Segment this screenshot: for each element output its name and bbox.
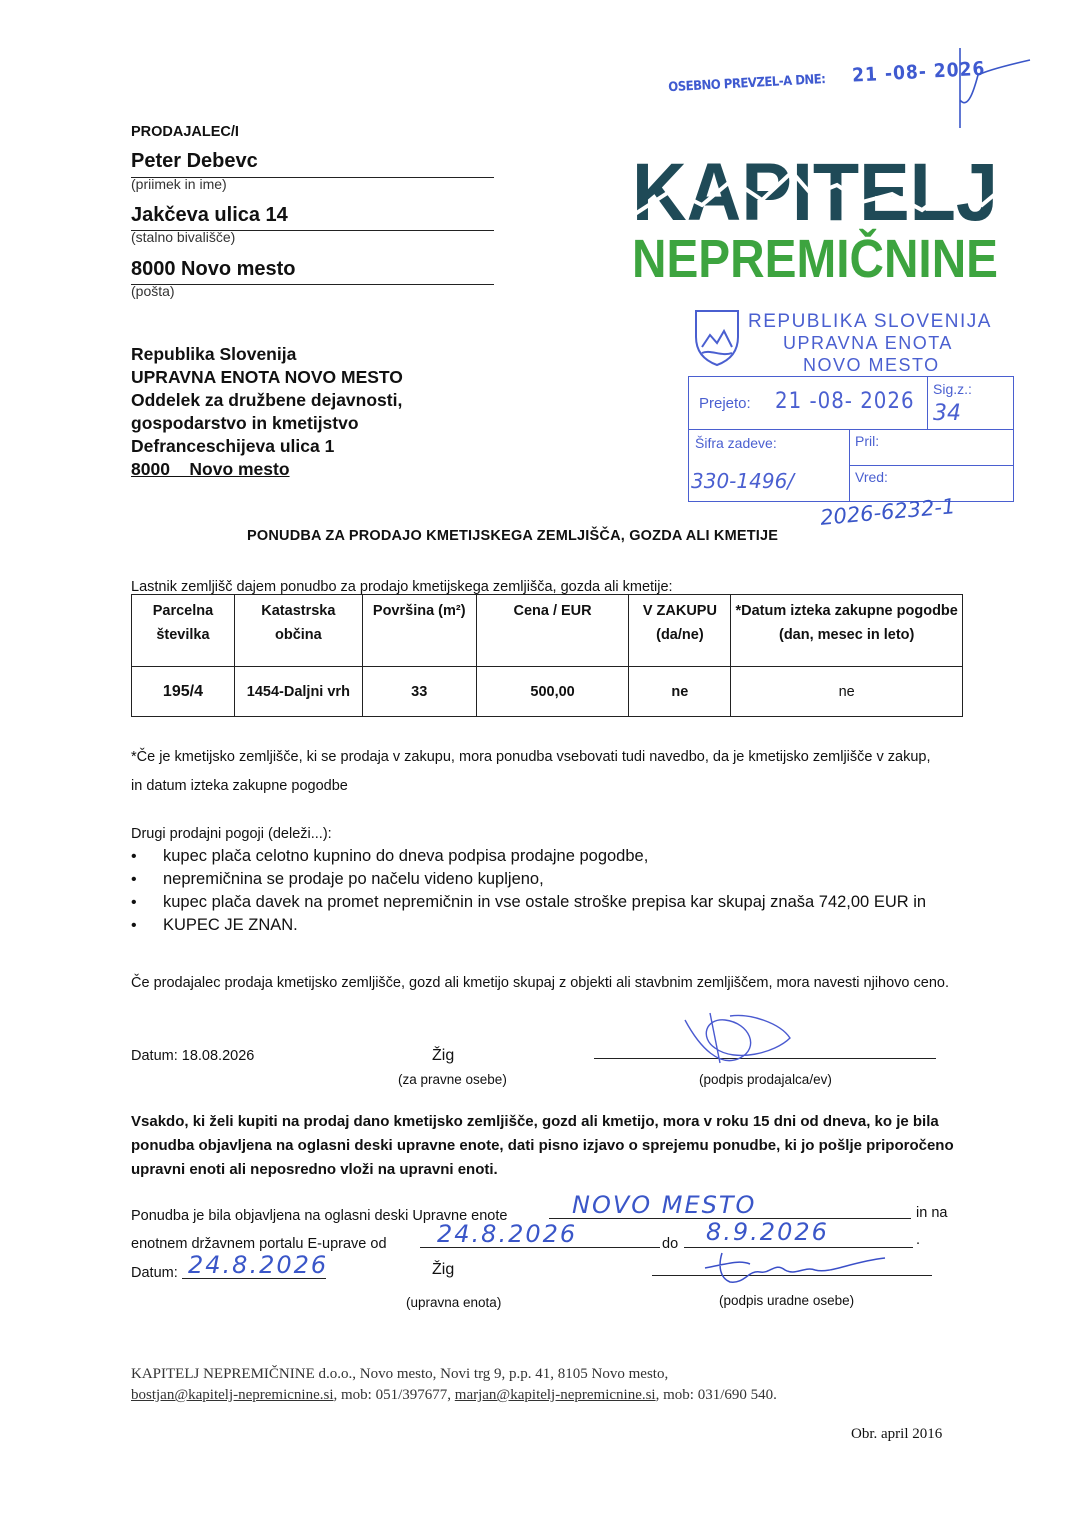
official-signature (700, 1248, 900, 1288)
seller-name-caption: (priimek in ime) (131, 176, 227, 192)
seller-post-line (131, 258, 494, 285)
table-row (132, 667, 963, 717)
table-cell-lease: ne (629, 667, 731, 717)
stamp-divider-1 (689, 429, 1013, 430)
list-item: • KUPEC JE ZNAN. (131, 915, 961, 936)
stamp-divider-2 (849, 465, 1013, 466)
footer-mob1: , mob: 051/397677, (333, 1387, 452, 1403)
stamp-vred-label: Vred: (855, 469, 888, 485)
table-cell-lease-end: ne (731, 667, 963, 717)
table-intro: Lastnik zemljišč dajem ponudbo za prodajo kmetijskega zemljišča, gozda ali kmetije: (131, 579, 673, 595)
stamp-sifra-value: 330-1496/ (691, 469, 795, 493)
list-item: • kupec plača celotno kupnino do dneva podpisa prodajne pogodbe, (131, 846, 961, 867)
list-item: • nepremičnina se prodaje po načelu videno kupljeno, (131, 869, 961, 890)
conditions-list (131, 846, 961, 938)
official-caption: (podpis uradne osebe) (719, 1293, 855, 1308)
recipient-line3: Oddelek za družbene dejavnosti, (131, 390, 403, 410)
footer-email-marjan[interactable]: marjan@kapitelj-nepremicnine.si (454, 1387, 656, 1403)
logo-line2: NEPREMIČNINE (632, 229, 1047, 289)
conditions-heading: Drugi prodajni pogoji (deleži...): (131, 826, 332, 842)
seller-post: 8000 Novo mesto (131, 258, 296, 280)
publication-to: 8.9.2026 (706, 1218, 829, 1246)
office-stamp-line2: UPRAVNA ENOTA (783, 333, 953, 353)
office-stamp-line3: NOVO MESTO (803, 355, 940, 375)
kapitelj-logo (632, 147, 1047, 289)
coat-of-arms-icon (692, 307, 742, 367)
seller-address-caption: (stalno bivališče) (131, 229, 236, 245)
publication-from: 24.8.2026 (437, 1220, 578, 1248)
stamp-divider-3 (927, 377, 928, 429)
publication-text2: enotnem državnem portalu E-uprave od (131, 1236, 387, 1252)
table-header-row (132, 595, 963, 667)
publication-date-label: Datum: (131, 1265, 178, 1281)
initials-signature (948, 40, 1038, 135)
seller-name-line (131, 150, 494, 178)
stamp-sifra-label: Šifra zadeve: (695, 435, 777, 451)
stamp-prejeto-label: Prejeto: (699, 395, 751, 412)
unit-caption: (upravna enota) (406, 1295, 502, 1310)
seller-address: Jakčeva ulica 14 (131, 204, 288, 226)
publication-date: 24.8.2026 (188, 1251, 329, 1279)
table-cell-area: 33 (362, 667, 476, 717)
table-header-cell: Katastrska občina (234, 595, 362, 667)
publication-dot: . (916, 1232, 921, 1248)
company-footer (131, 1364, 777, 1406)
received-stamp-date: 21 -08- 2026 (851, 57, 986, 87)
offer-table (131, 594, 963, 717)
publication-in-na: in na (916, 1205, 948, 1221)
table-header-cell: Površina (m²) (362, 595, 476, 667)
form-version: Obr. april 2016 (851, 1426, 943, 1442)
received-stamp-label: OSEBNO PREVZEL-A DNE: (667, 72, 826, 96)
publication-zig: Žig (432, 1261, 455, 1278)
document-title: PONUDBA ZA PRODAJO KMETIJSKEGA ZEMLJIŠČA, GOZDA ALI KMETIJE (247, 528, 779, 544)
seller-address-line (131, 204, 494, 231)
stamp-pril-label: Pril: (855, 433, 880, 449)
stamp-sig-label: Sig.z.: (933, 381, 972, 397)
seller-signature (680, 1008, 800, 1078)
stamp-divider-4 (849, 429, 850, 501)
recipient-address (131, 343, 403, 481)
table-header-cell: V ZAKUPU (da/ne) (629, 595, 731, 667)
lease-note: *Če je kmetijsko zemljišče, ki se prodaja v zakupu, mora ponudba vsebovati tudi navedbo, da je kmetijsko zemljišče v zakup, in datum izteka zakupne pogodbe (131, 749, 931, 794)
recipient-line4: gospodarstvo in kmetijstvo (131, 413, 359, 433)
list-item: • kupec plača davek na promet nepremičnin in vse ostale stroške prepisa kar skupaj znaša 742,00 EUR in (131, 892, 961, 913)
footer-mob2: , mob: 031/690 540. (655, 1387, 777, 1403)
recipient-line5: Defranceschijeva ulica 1 (131, 436, 335, 456)
recipient-line2: UPRAVNA ENOTA NOVO MESTO (131, 367, 403, 387)
objects-note: Če prodajalec prodaja kmetijsko zemljišče, gozd ali kmetijo skupaj z objekti ali stavbnim zemljiščem, mora navesti njihovo ceno. (131, 975, 949, 991)
seller-post-caption: (pošta) (131, 283, 175, 299)
seller-signature-caption: (podpis prodajalca/ev) (699, 1072, 832, 1087)
publication-unit: NOVO MESTO (572, 1191, 757, 1219)
recipient-line6: 8000 Novo mesto (131, 459, 290, 479)
footer-email-bostjan[interactable]: bostjan@kapitelj-nepremicnine.si (131, 1387, 334, 1403)
buyer-notice: Vsakdo, ki želi kupiti na prodaj dano kmetijsko zemljišče, gozd ali kmetijo, mora v roku 15 dni od dneva, ko je bila ponudba objavljena na oglasni deski upravne enote, dati pisno izjavo o sprejemu ponudbe, ki jo pošlje priporočeno upravni enoti ali neposredno vloži na upravni enoti. (131, 1113, 954, 1178)
publication-text1: Ponudba je bila objavljena na oglasni deski Upravne enote (131, 1208, 508, 1224)
publication-do: do (662, 1236, 679, 1252)
table-header-cell: Cena / EUR (476, 595, 629, 667)
received-stamp (668, 58, 986, 97)
table-header-cell: Parcelna številka (132, 595, 235, 667)
table-cell-cadastral: 1454-Daljni vrh (234, 667, 362, 717)
stamp-sig-value: 34 (933, 401, 961, 426)
seller-zig-caption: (za pravne osebe) (398, 1072, 507, 1087)
footer-line1: KAPITELJ NEPREMIČNINE d.o.o., Novo mesto, Novi trg 9, p.p. 41, 8105 Novo mesto, (131, 1366, 669, 1382)
seller-heading: PRODAJALEC/I (131, 124, 239, 140)
seller-date: Datum: 18.08.2026 (131, 1048, 255, 1064)
office-stamp-line1: REPUBLIKA SLOVENIJA (748, 311, 992, 332)
seller-name: Peter Debevc (131, 150, 258, 172)
table-cell-price: 500,00 (476, 667, 629, 717)
table-header-cell: *Datum izteka zakupne pogodbe (dan, mesec in leto) (731, 595, 963, 667)
logo-line1: KAPITELJ (632, 147, 998, 238)
office-stamp-box (688, 376, 1014, 502)
stamp-prejeto-value: 21 -08- 2026 (775, 389, 915, 414)
stamp-case-number: 2026-6232-1 (819, 494, 957, 530)
recipient-line1: Republika Slovenija (131, 344, 297, 364)
table-cell-parcel: 195/4 (132, 667, 235, 717)
seller-zig: Žig (432, 1047, 455, 1064)
